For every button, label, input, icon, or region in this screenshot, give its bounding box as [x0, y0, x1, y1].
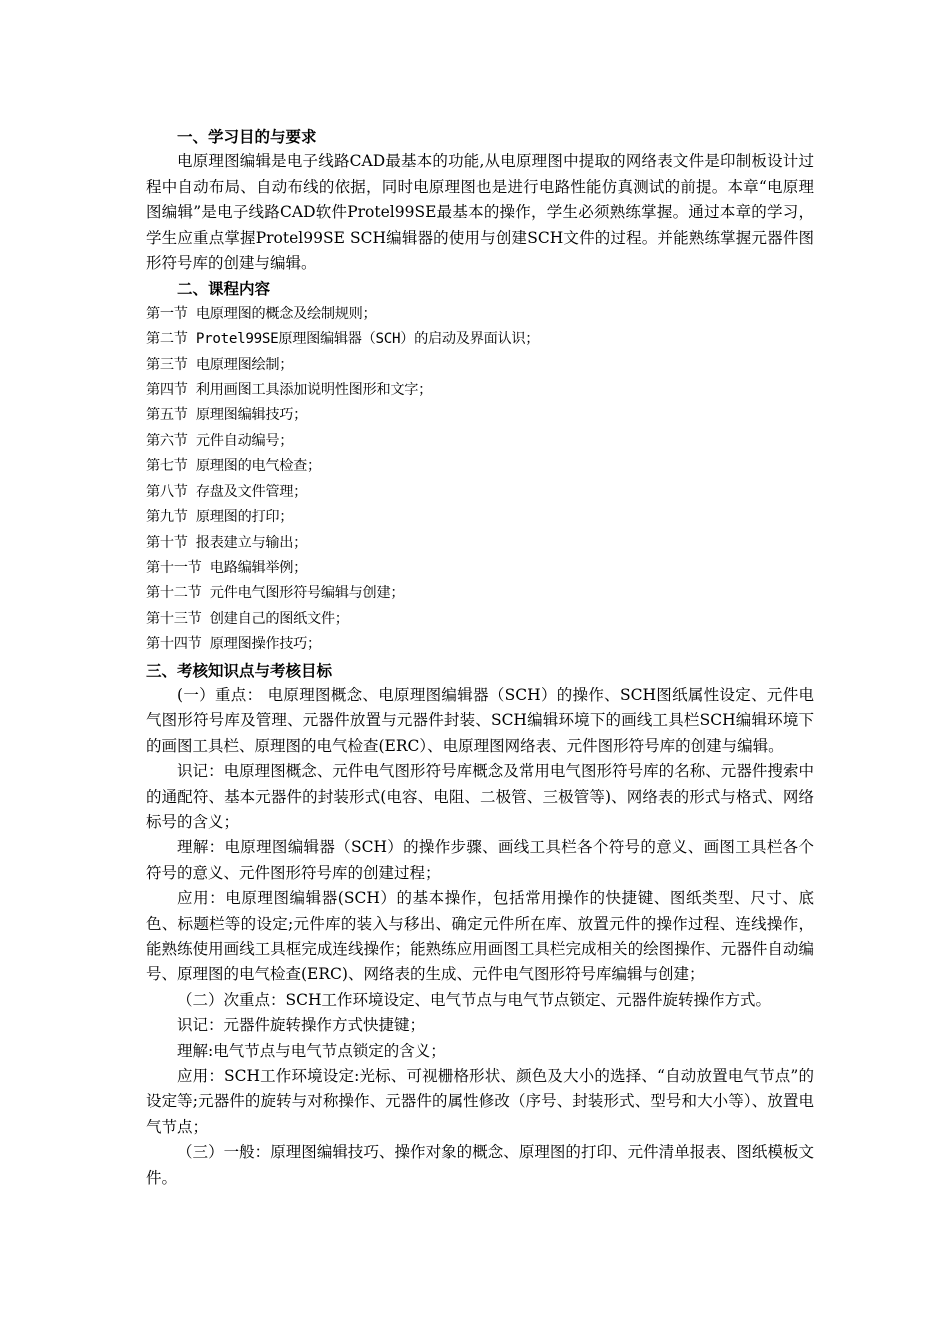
- understand-paragraph: 理解：电原理图编辑器（SCH）的操作步骤、画线工具栏各个符号的意义、画图工具栏各个符号的意义、元件图形符号库的创建过程；: [146, 838, 814, 882]
- list-item: 第五节 原理图编辑技巧；: [146, 407, 308, 424]
- list-item: 第三节 电原理图绘制；: [146, 356, 294, 373]
- list-item: 第十三节 创建自己的图纸文件；: [146, 610, 349, 627]
- remember-paragraph: 识记：电原理图概念、元件电气图形符号库概念及常用电气图形符号库的名称、元器件搜索中的通配符、基本元器件的封装形式(电容、电阻、二极管、三极管等)、网络表的形式与格式、网络标号的含义；: [146, 762, 814, 831]
- list-item: 第七节 原理图的电气检查；: [146, 458, 321, 475]
- section1-paragraph: 电原理图编辑是电子线路CAD最基本的功能,从电原理图中提取的网络表文件是印制板设计过程中自动布局、自动布线的依据，同时电原理图也是进行电路性能仿真测试的前提。本章“电原理图编辑”是电子线路CAD软件Protel99SE最基本的操作，学生必须熟练掌握。通过本章的学习，学生应重点掌握Protel99SE SCH编辑器的使用与创建SCH文件的过程。并能熟练掌握元器件图形符号库的创建与编辑。: [146, 152, 814, 273]
- list-item: 第十一节 电路编辑举例；: [146, 559, 308, 576]
- list-item: 第四节 利用画图工具添加说明性图形和文字；: [146, 382, 432, 399]
- list-item: 第八节 存盘及文件管理；: [146, 483, 308, 500]
- secondary-understand-paragraph: 理解:电气节点与电气节点锁定的含义；: [177, 1041, 446, 1060]
- section2-heading: 二、课程内容: [177, 279, 271, 299]
- list-item: 第一节 电原理图的概念及绘制规则；: [146, 305, 377, 322]
- secondary-remember-paragraph: 识记：元器件旋转操作方式快捷键；: [177, 1016, 426, 1035]
- document-page: [146, 124, 814, 1191]
- list-item: 第九节 原理图的打印；: [146, 509, 294, 526]
- section3-heading: 三、考核知识点与考核目标: [146, 660, 333, 680]
- list-item: 第十二节 元件电气图形符号编辑与创建；: [146, 585, 405, 602]
- list-item: 第十四节 原理图操作技巧；: [146, 636, 321, 653]
- list-item: 第六节 元件自动编号；: [146, 432, 294, 449]
- secondary-apply-paragraph: 应用：SCH工作环境设定:光标、可视栅格形状、颜色及大小的选择、“自动放置电气节点”的设定等;元器件的旋转与对称操作、元器件的属性修改（序号、封装形式、型号和大小等）、放置电气节点；: [146, 1067, 814, 1136]
- key-points-paragraph: (一）重点： 电原理图概念、电原理图编辑器（SCH）的操作、SCH图纸属性设定、元件电气图形符号库及管理、元器件放置与元器件封装、SCH编辑环境下的画线工具栏SCH编辑环境下的画图工具栏、原理图的电气检查(ERC）、电原理图网络表、元件图形符号库的创建与编辑。: [146, 685, 814, 755]
- general-points-paragraph: （三）一般：原理图编辑技巧、操作对象的概念、原理图的打印、元件清单报表、图纸模板文件。: [146, 1143, 814, 1187]
- list-item: 第十节 报表建立与输出；: [146, 534, 308, 551]
- secondary-points-paragraph: （二）次重点：SCH工作环境设定、电气节点与电气节点锁定、元器件旋转操作方式。: [177, 990, 771, 1009]
- list-item: 第二节 Protel99SE原理图编辑器（SCH）的启动及界面认识；: [146, 331, 540, 348]
- apply-paragraph: 应用：电原理图编辑器(SCH）的基本操作，包括常用操作的快捷键、图纸类型、尺寸、底色、标题栏等的设定;元件库的装入与移出、确定元件所在库、放置元件的操作过程、连线操作，能熟练使用画线工具框完成连线操作；能熟练应用画图工具栏完成相关的绘图操作、元器件自动编号、原理图的电气检查(ERC)、网络表的生成、元件电气图形符号库编辑与创建；: [146, 889, 814, 984]
- course-content-list: [146, 302, 814, 658]
- section1-heading: 一、学习目的与要求: [177, 127, 317, 146]
